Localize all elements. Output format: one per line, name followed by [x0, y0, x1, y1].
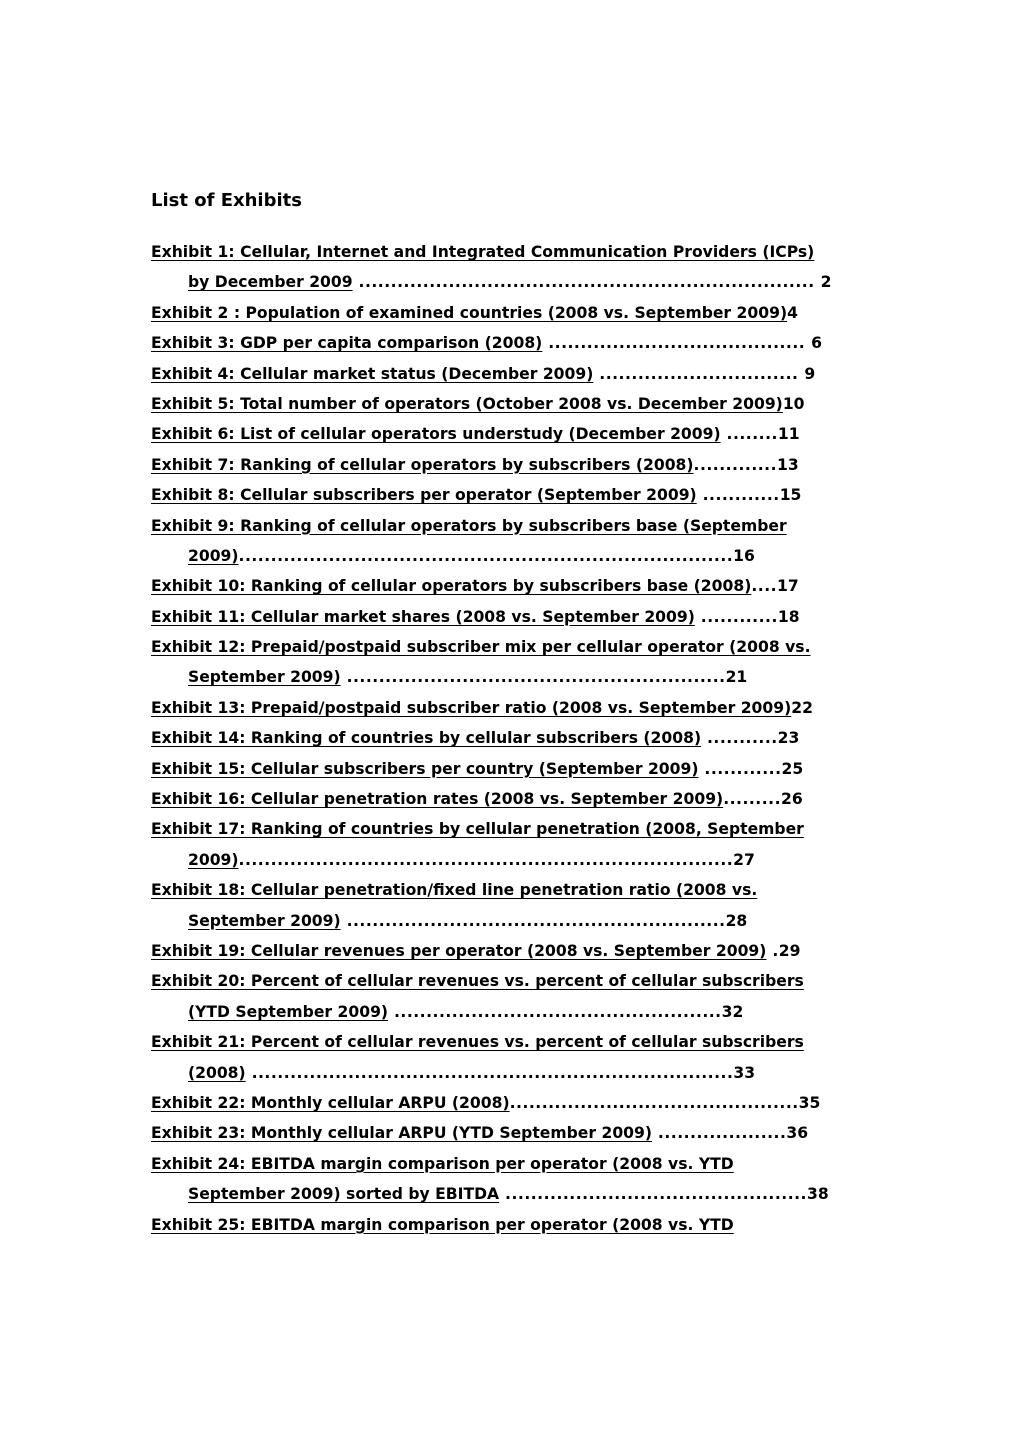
page-number: 17: [777, 577, 799, 596]
exhibit-link[interactable]: Exhibit 21: Percent of cellular revenues vs. percent of cellular subscribers: [151, 1033, 804, 1052]
dot-leader: ...............................: [593, 364, 805, 383]
dot-leader: ....: [751, 577, 778, 596]
exhibit-entry: [151, 784, 881, 814]
dot-leader: ............: [698, 759, 782, 778]
dot-leader: ........................................: [542, 334, 812, 353]
exhibit-link[interactable]: Exhibit 15: Cellular subscribers per country (September 2009): [151, 759, 699, 778]
dot-leader: .............................................: [509, 1093, 799, 1112]
exhibit-entry: [151, 328, 881, 358]
page-number: 36: [786, 1124, 809, 1143]
page-number: 33: [733, 1063, 756, 1082]
dot-leader: ...................................................: [388, 1002, 722, 1021]
exhibit-entry: [151, 1027, 881, 1057]
exhibit-link[interactable]: by December 2009: [188, 273, 353, 292]
exhibit-entry: [151, 723, 881, 753]
exhibit-entry: [151, 1058, 881, 1088]
page-number: 38: [806, 1185, 829, 1204]
page-number: 4: [787, 303, 798, 322]
dot-leader: ....................: [652, 1124, 787, 1143]
page-number: 22: [791, 698, 813, 717]
page-number: 21: [725, 668, 748, 687]
exhibit-entry: [151, 298, 881, 328]
exhibit-entry: [151, 875, 881, 905]
exhibit-link[interactable]: (YTD September 2009): [188, 1002, 389, 1021]
dot-leader: .........: [723, 790, 782, 809]
exhibit-link[interactable]: Exhibit 16: Cellular penetration rates (2008 vs. September 2009): [151, 790, 724, 809]
page-title: List of Exhibits: [151, 190, 302, 211]
exhibit-entry: [151, 480, 881, 510]
page-number: 27: [733, 850, 755, 869]
exhibit-link[interactable]: Exhibit 22: Monthly cellular ARPU (2008): [151, 1093, 510, 1112]
page-number: 13: [777, 455, 799, 474]
exhibit-entry: [151, 632, 881, 662]
exhibit-entry: [151, 966, 881, 996]
dot-leader: ...........: [701, 729, 778, 748]
exhibit-link[interactable]: Exhibit 7: Ranking of cellular operators by subscribers (2008): [151, 455, 694, 474]
dot-leader: .............................................................................: [238, 546, 734, 565]
dot-leader: ...........................................................: [340, 668, 726, 687]
exhibit-link[interactable]: 2009): [188, 546, 239, 565]
exhibit-entry: [151, 511, 881, 541]
exhibit-link[interactable]: September 2009): [188, 911, 341, 930]
dot-leader: ...........................................................: [340, 911, 726, 930]
exhibit-entry: [151, 419, 881, 449]
exhibit-link[interactable]: 2009): [188, 850, 239, 869]
exhibit-entry: [151, 662, 881, 692]
exhibit-entry: [151, 237, 881, 267]
exhibit-entry: [151, 541, 881, 571]
exhibit-entry: [151, 267, 881, 297]
page-number: 10: [782, 394, 805, 413]
dot-leader: .............................................................................: [238, 850, 734, 869]
exhibit-link[interactable]: Exhibit 9: Ranking of cellular operators by subscribers base (September: [151, 516, 787, 535]
exhibit-link[interactable]: Exhibit 12: Prepaid/postpaid subscriber mix per cellular operator (2008 vs.: [151, 638, 811, 657]
dot-leader: .............: [693, 455, 778, 474]
exhibit-entry: [151, 1118, 881, 1148]
exhibit-entry: [151, 1088, 881, 1118]
dot-leader: ............: [694, 607, 778, 626]
page-number: 35: [798, 1093, 821, 1112]
exhibit-link[interactable]: Exhibit 23: Monthly cellular ARPU (YTD September 2009): [151, 1124, 652, 1143]
exhibit-link[interactable]: Exhibit 2 : Population of examined countries (2008 vs. September 2009): [151, 303, 788, 322]
exhibit-link[interactable]: Exhibit 24: EBITDA margin comparison per operator (2008 vs. YTD: [151, 1154, 734, 1173]
exhibit-entry: [151, 1149, 881, 1179]
exhibit-link[interactable]: Exhibit 20: Percent of cellular revenues vs. percent of cellular subscribers: [151, 972, 804, 991]
page-number: 26: [781, 790, 803, 809]
dot-leader: ...............................................: [499, 1185, 807, 1204]
exhibit-link[interactable]: Exhibit 18: Cellular penetration/fixed line penetration ratio (2008 vs.: [151, 881, 758, 900]
exhibit-entry: [151, 814, 881, 844]
exhibit-entry: [151, 571, 881, 601]
exhibit-link[interactable]: September 2009): [188, 668, 341, 687]
exhibit-link[interactable]: Exhibit 8: Cellular subscribers per operator (September 2009): [151, 486, 697, 505]
page-number: 28: [725, 911, 748, 930]
page-number: 9: [804, 364, 816, 383]
exhibit-entry: [151, 1210, 881, 1240]
exhibit-entry: [151, 359, 881, 389]
exhibit-entry: [151, 906, 881, 936]
exhibit-link[interactable]: Exhibit 1: Cellular, Internet and Integrated Communication Providers (ICPs): [151, 243, 815, 261]
dot-leader: ...........................................................................: [245, 1063, 734, 1082]
exhibit-entry: [151, 389, 881, 419]
page-number: 18: [777, 607, 800, 626]
page-number: 23: [777, 729, 800, 748]
dot-leader: .: [766, 941, 779, 960]
exhibit-link[interactable]: Exhibit 14: Ranking of countries by cellular subscribers (2008): [151, 729, 702, 748]
exhibit-entry: [151, 693, 881, 723]
page-number: 32: [721, 1002, 744, 1021]
page-number: 29: [778, 941, 801, 960]
exhibit-entry: [151, 936, 881, 966]
exhibit-entry: [151, 602, 881, 632]
dot-leader: ........: [720, 425, 778, 444]
exhibit-link[interactable]: Exhibit 25: EBITDA margin comparison per operator (2008 vs. YTD: [151, 1215, 734, 1234]
exhibit-entry: [151, 754, 881, 784]
exhibit-link[interactable]: Exhibit 13: Prepaid/postpaid subscriber ratio (2008 vs. September 2009): [151, 698, 792, 717]
page-number: 11: [777, 425, 800, 444]
exhibit-link[interactable]: Exhibit 6: List of cellular operators understudy (December 2009): [151, 425, 721, 444]
dot-leader: ............: [696, 486, 780, 505]
exhibit-entry: [151, 845, 881, 875]
exhibit-link[interactable]: Exhibit 11: Cellular market shares (2008 vs. September 2009): [151, 607, 695, 626]
dot-leader: .......................................................................: [352, 273, 821, 292]
exhibit-link[interactable]: September 2009) sorted by EBITDA: [188, 1185, 500, 1204]
exhibit-link[interactable]: Exhibit 5: Total number of operators (October 2008 vs. December 2009): [151, 394, 783, 413]
exhibit-link[interactable]: Exhibit 3: GDP per capita comparison (2008): [151, 334, 543, 353]
page-number: 16: [733, 546, 755, 565]
page-number: 2: [820, 273, 832, 292]
page-number: 15: [779, 486, 802, 505]
exhibit-link[interactable]: (2008): [188, 1063, 246, 1082]
exhibit-link[interactable]: Exhibit 19: Cellular revenues per operator (2008 vs. September 2009): [151, 941, 767, 960]
exhibit-link[interactable]: Exhibit 4: Cellular market status (December 2009): [151, 364, 594, 383]
exhibit-entry: [151, 450, 881, 480]
page-number: 25: [781, 759, 804, 778]
page-number: 6: [811, 334, 822, 353]
exhibit-entry: [151, 1179, 881, 1209]
exhibit-entry: [151, 997, 881, 1027]
exhibit-link[interactable]: Exhibit 17: Ranking of countries by cellular penetration (2008, September: [151, 820, 804, 839]
exhibit-list: [151, 237, 881, 1240]
exhibit-link[interactable]: Exhibit 10: Ranking of cellular operators by subscribers base (2008): [151, 577, 752, 596]
